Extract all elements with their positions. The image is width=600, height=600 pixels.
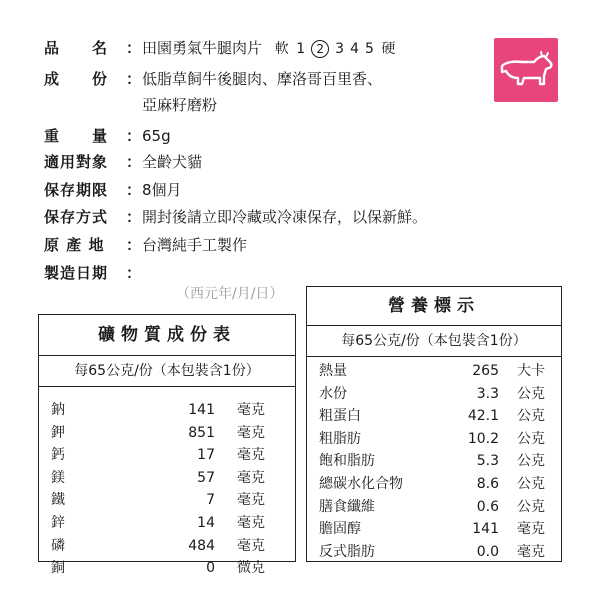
beef-logo [494, 38, 558, 102]
mineral-row [39, 512, 295, 535]
nutrient-name: 鈉 [51, 402, 65, 418]
nutrition-rows [307, 357, 561, 563]
colon: ： [126, 127, 142, 145]
hardness-level: 3 [335, 41, 345, 57]
nutrient-unit: 公克 [517, 408, 545, 425]
weight-value: 65g [142, 127, 171, 145]
ingredients-label: 成 份 [44, 70, 109, 88]
mineral-row [39, 557, 295, 580]
hardness-hard-label: 硬 [381, 41, 396, 57]
ingredients-line-1: 低脂草飼牛後腿肉、摩洛哥百里香、 [142, 70, 383, 88]
nutrient-name: 磷 [51, 537, 65, 554]
nutrition-row [307, 428, 561, 451]
mineral-row [39, 467, 295, 490]
product-name-text: 田園勇氣牛腿肉片 [142, 39, 263, 57]
shelf-life-label: 保存期限 [44, 181, 109, 199]
nutrient-unit: 毫克 [237, 447, 265, 464]
ingredients-line-2: 亞麻籽磨粉 [142, 96, 218, 114]
nutrition-row [307, 405, 561, 428]
nutrition-facts-table [306, 286, 562, 562]
nutrient-unit: 公克 [517, 498, 545, 515]
nutrient-value: 484 [188, 537, 215, 554]
nutrition-row [307, 473, 561, 496]
hardness-level: 2 [311, 40, 329, 58]
nutrition-row [307, 541, 561, 564]
minerals-serving-size: 每65公克/份（本包裝含1份） [39, 356, 295, 387]
minerals-title: 礦物質成份表 [39, 315, 295, 356]
colon: ： [126, 181, 142, 199]
nutrient-unit: 公克 [517, 430, 545, 447]
nutrient-name: 膳食纖維 [319, 498, 375, 515]
storage-label: 保存方式 [44, 208, 109, 226]
nutrient-value: 14 [197, 514, 215, 531]
nutrient-name: 水份 [319, 385, 347, 402]
nutrient-name: 鐵 [51, 492, 65, 509]
hardness-level: 5 [365, 41, 374, 57]
colon: ： [126, 70, 142, 88]
minerals-rows [39, 387, 295, 580]
product-name-label: 品 名 [44, 39, 109, 57]
nutrient-value: 3.3 [476, 385, 499, 402]
nutrient-unit: 毫克 [237, 424, 265, 441]
nutrient-value: 10.2 [467, 430, 499, 447]
target-value: 全齡犬貓 [142, 153, 203, 171]
weight-label: 重 量 [44, 127, 109, 145]
nutrient-name: 飽和脂肪 [319, 453, 375, 470]
shelf-life-value: 8個月 [142, 181, 182, 199]
nutrient-name: 膽固醇 [319, 521, 361, 538]
nutrient-value: 5.3 [476, 453, 499, 470]
origin-value: 台灣純手工製作 [142, 236, 248, 254]
colon: ： [126, 264, 142, 282]
nutrient-name: 鋅 [51, 514, 65, 531]
nutrient-value: 57 [197, 469, 215, 486]
nutrient-unit: 毫克 [237, 537, 265, 554]
minerals-table [38, 314, 296, 577]
nutrient-name: 反式脂肪 [319, 543, 375, 560]
nutrient-unit: 公克 [517, 475, 545, 492]
nutrient-unit: 毫克 [237, 402, 265, 418]
cow-icon [494, 38, 558, 102]
storage-value: 開封後請立即冷藏或冷凍保存，以保新鮮。 [142, 208, 428, 226]
date-format-hint: （西元年/月/日） [176, 286, 284, 302]
hardness-soft-label: 軟 [274, 41, 289, 57]
hardness-scale [275, 41, 396, 57]
nutrient-value: 7 [206, 492, 215, 509]
nutrient-name: 鉀 [51, 424, 65, 441]
nutrient-value: 141 [472, 521, 499, 538]
mineral-row [39, 489, 295, 512]
nutrition-row [307, 383, 561, 406]
target-label: 適用對象 [44, 153, 109, 171]
nutrient-value: 141 [188, 402, 215, 418]
nutrient-unit: 毫克 [237, 514, 265, 531]
hardness-level: 4 [350, 41, 360, 57]
nutrient-value: 42.1 [467, 408, 499, 425]
nutrient-value: 0 [206, 560, 215, 577]
nutrient-unit: 公克 [517, 385, 545, 402]
colon: ： [126, 236, 142, 254]
nutrition-title: 營養標示 [307, 287, 561, 326]
nutrient-value: 17 [197, 447, 215, 464]
nutrient-unit: 毫克 [517, 543, 545, 560]
mineral-row [39, 399, 295, 422]
nutrient-unit: 微克 [237, 560, 265, 577]
mineral-row [39, 535, 295, 558]
nutrient-value: 0.0 [476, 543, 499, 560]
nutrient-value: 265 [472, 363, 499, 379]
nutrient-value: 8.6 [476, 475, 499, 492]
mineral-row [39, 444, 295, 467]
nutrient-name: 熱量 [319, 363, 347, 379]
nutrition-row [307, 360, 561, 383]
mineral-row [39, 422, 295, 445]
hardness-level: 1 [296, 41, 306, 57]
nutrient-name: 鈣 [51, 447, 65, 464]
nutrient-unit: 公克 [517, 453, 545, 470]
colon: ： [126, 39, 142, 57]
nutrient-unit: 大卡 [517, 363, 545, 379]
product-name-value [142, 38, 395, 59]
nutrient-unit: 毫克 [517, 521, 545, 538]
origin-label: 原 產 地 [44, 236, 105, 254]
nutrient-name: 粗蛋白 [319, 408, 361, 425]
nutrient-name: 鎂 [51, 469, 65, 486]
nutrient-name: 總碳水化合物 [319, 475, 403, 492]
nutrition-row [307, 518, 561, 541]
manufacture-date-label: 製造日期 [44, 264, 109, 282]
nutrient-value: 0.6 [476, 498, 499, 515]
nutrition-row [307, 450, 561, 473]
hardness-levels [293, 41, 377, 57]
colon: ： [126, 208, 142, 226]
nutrient-unit: 毫克 [237, 469, 265, 486]
colon: ： [126, 153, 142, 171]
nutrient-name: 銅 [51, 560, 65, 577]
nutrition-serving-size: 每65公克/份（本包裝含1份） [307, 326, 561, 357]
nutrient-value: 851 [188, 424, 215, 441]
nutrient-name: 粗脂肪 [319, 430, 361, 447]
nutrient-unit: 毫克 [237, 492, 265, 509]
nutrition-row [307, 496, 561, 519]
